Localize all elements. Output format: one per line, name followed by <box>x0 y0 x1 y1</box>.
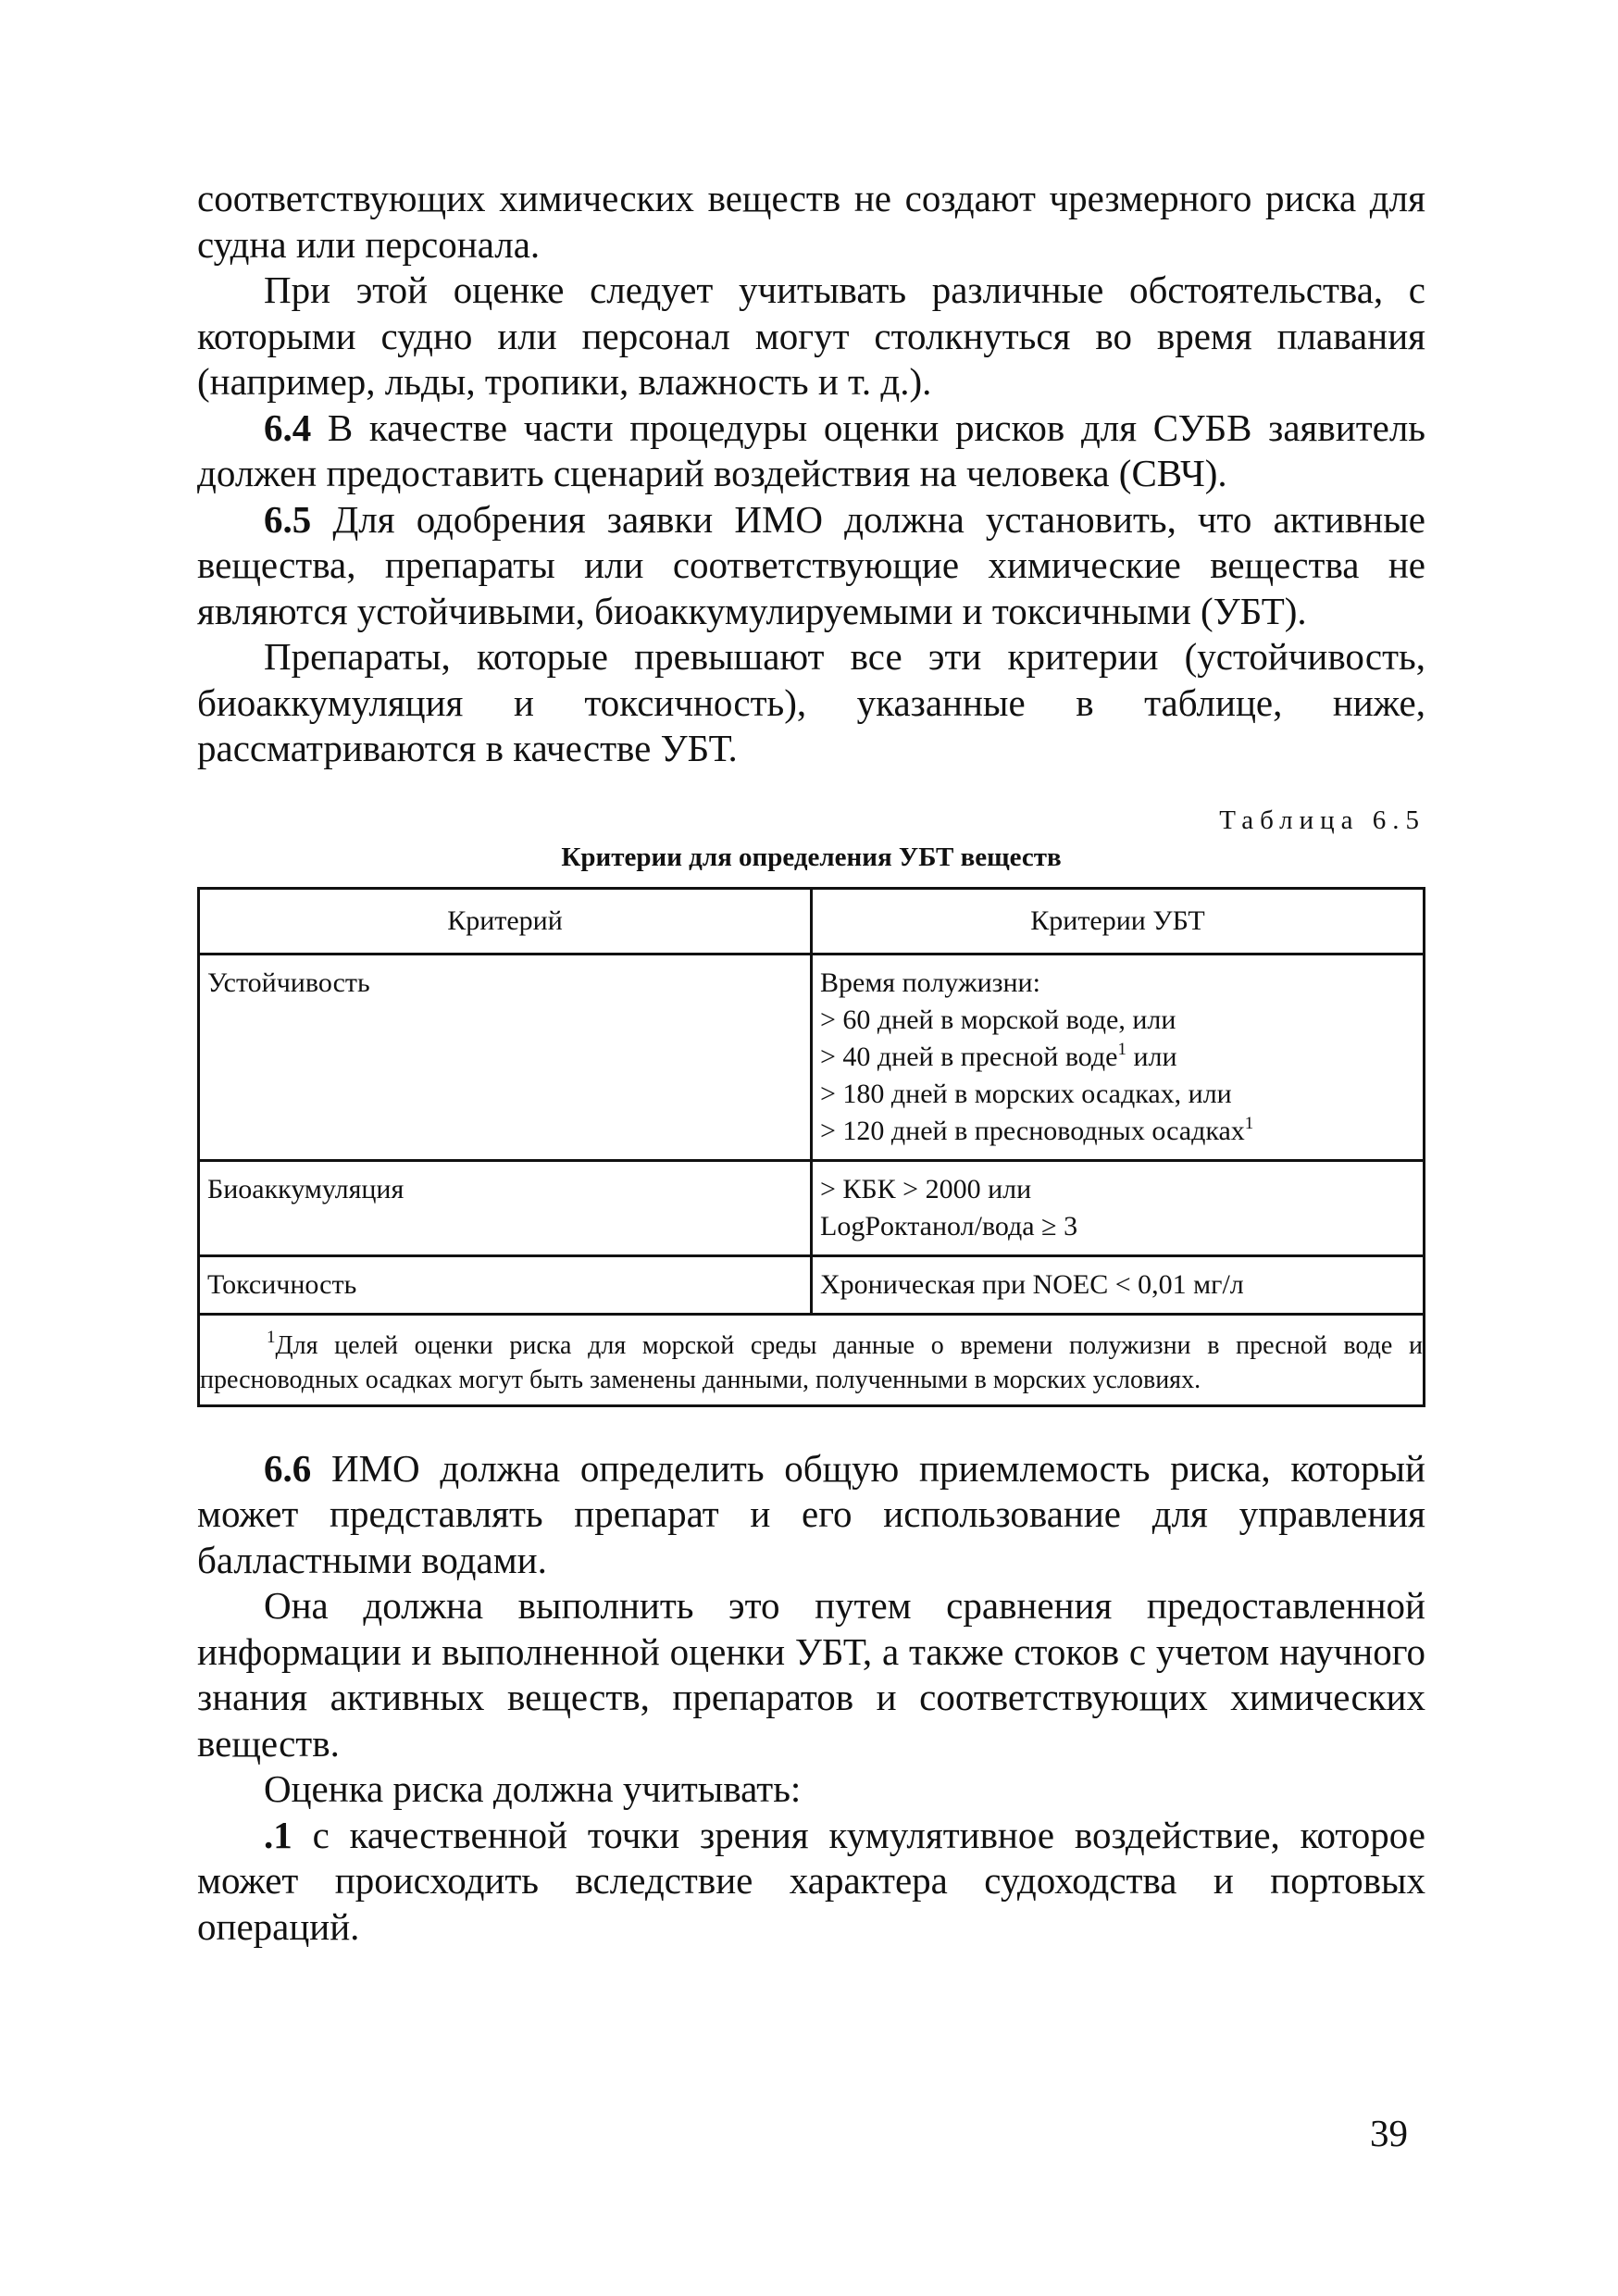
criteria-line-text: > 40 дней в пресной воде <box>820 1041 1118 1072</box>
paragraph-text: Для одобрения заявки ИМО должна установить, что активные вещества, препараты или соответствующие химические вещества не являются устойчивыми, биоаккумулируемыми и токсичными (УБТ). <box>197 497 1425 632</box>
criterion-cell: Токсичность <box>199 1255 812 1314</box>
table-footnote-row <box>199 1314 1425 1405</box>
paragraph-text: Она должна выполнить это путем сравнения предоставленной информации и выполненной оценки УБТ, а также стоков с учетом научного знания активных веществ, препаратов и соответствующих химических веществ. <box>197 1584 1425 1765</box>
criteria-line: LogPоктанол/вода ≥ 3 <box>820 1210 1078 1242</box>
table-number: Таблица 6.5 <box>1219 805 1425 835</box>
table-title: Критерии для определения УБТ веществ <box>561 842 1062 872</box>
paragraph-text: При этой оценке следует учитывать различные обстоятельства, с которыми судно или персонал могут столкнуться во время плавания (например, льды, тропики, влажность и т. д.). <box>197 268 1425 403</box>
criteria-line: > 60 дней в морской воде, или <box>820 1004 1176 1035</box>
criteria-line: Время полужизни: <box>820 967 1040 998</box>
criterion-cell: Биоаккумуляция <box>199 1160 812 1255</box>
criteria-line-tail: или <box>1126 1041 1177 1072</box>
criteria-line <box>820 1113 1415 1150</box>
criteria-line <box>820 1039 1415 1076</box>
paragraph-text: соответствующих химических веществ не создают чрезмерного риска для судна или персонала. <box>197 177 1425 266</box>
table-header-row <box>199 888 1425 954</box>
footnote-text: Для целей оценки риска для морской среды данные о времени полужизни в пресной воде и пресноводных осадках могут быть заменены данными, полученными в морских условиях. <box>200 1330 1423 1394</box>
column-header-criterion: Критерий <box>199 888 812 954</box>
paragraph <box>197 634 1425 772</box>
pbt-criteria-table <box>197 887 1425 1407</box>
paragraph-text: Препараты, которые превышают все эти критерии (устойчивость, биоаккумуляция и токсичность), указанные в таблице, ниже, рассматриваются в качестве УБТ. <box>197 635 1425 769</box>
paragraph-text: с качественной точки зрения кумулятивное воздействие, которое может происходить вследствие характера судоходства и портовых операций. <box>197 1813 1425 1948</box>
table-row <box>199 1255 1425 1314</box>
criteria-line: > КБК > 2000 или <box>820 1173 1032 1204</box>
criteria-cell <box>812 1160 1425 1255</box>
table-footnote <box>199 1314 1425 1405</box>
column-header-pbt-criteria: Критерии УБТ <box>812 888 1425 954</box>
footnote-text-wrap <box>200 1329 1423 1397</box>
section-number: 6.5 <box>264 497 312 541</box>
section-number: 6.4 <box>264 406 312 449</box>
body-text-top <box>197 176 1425 772</box>
paragraph <box>197 176 1425 268</box>
paragraph-6-4 <box>197 406 1425 497</box>
table-row <box>199 1160 1425 1255</box>
paragraph-text: Оценка риска должна учитывать: <box>264 1767 802 1810</box>
section-number: 6.6 <box>264 1446 312 1490</box>
list-item-1 <box>197 1813 1425 1951</box>
criteria-cell <box>812 1255 1425 1314</box>
footnote-mark: 1 <box>267 1327 276 1347</box>
paragraph <box>197 1583 1425 1766</box>
criteria-cell <box>812 954 1425 1160</box>
list-item-number: .1 <box>264 1813 292 1856</box>
paragraph-6-6 <box>197 1446 1425 1584</box>
footnote-ref: 1 <box>1244 1113 1254 1133</box>
table-row <box>199 954 1425 1160</box>
page-number: 39 <box>1370 2112 1408 2154</box>
paragraph <box>197 268 1425 406</box>
criterion-cell: Устойчивость <box>199 954 812 1160</box>
document-page <box>197 176 1425 1950</box>
paragraph-text: ИМО должна определить общую приемлемость риска, который может представлять препарат и его использование для управления балластными водами. <box>197 1446 1425 1581</box>
paragraph-6-5 <box>197 497 1425 635</box>
footnote-ref: 1 <box>1117 1039 1126 1059</box>
criteria-line-text: > 120 дней в пресноводных осадках <box>820 1115 1245 1146</box>
criteria-line: > 180 дней в морских осадках, или <box>820 1078 1232 1109</box>
body-text-bottom <box>197 1446 1425 1951</box>
paragraph-text: В качестве части процедуры оценки рисков для СУБВ заявитель должен предоставить сценарий воздействия на человека (СВЧ). <box>197 406 1425 494</box>
criteria-line: Хроническая при NOEC < 0,01 мг/л <box>820 1268 1244 1300</box>
paragraph <box>197 1766 1425 1813</box>
